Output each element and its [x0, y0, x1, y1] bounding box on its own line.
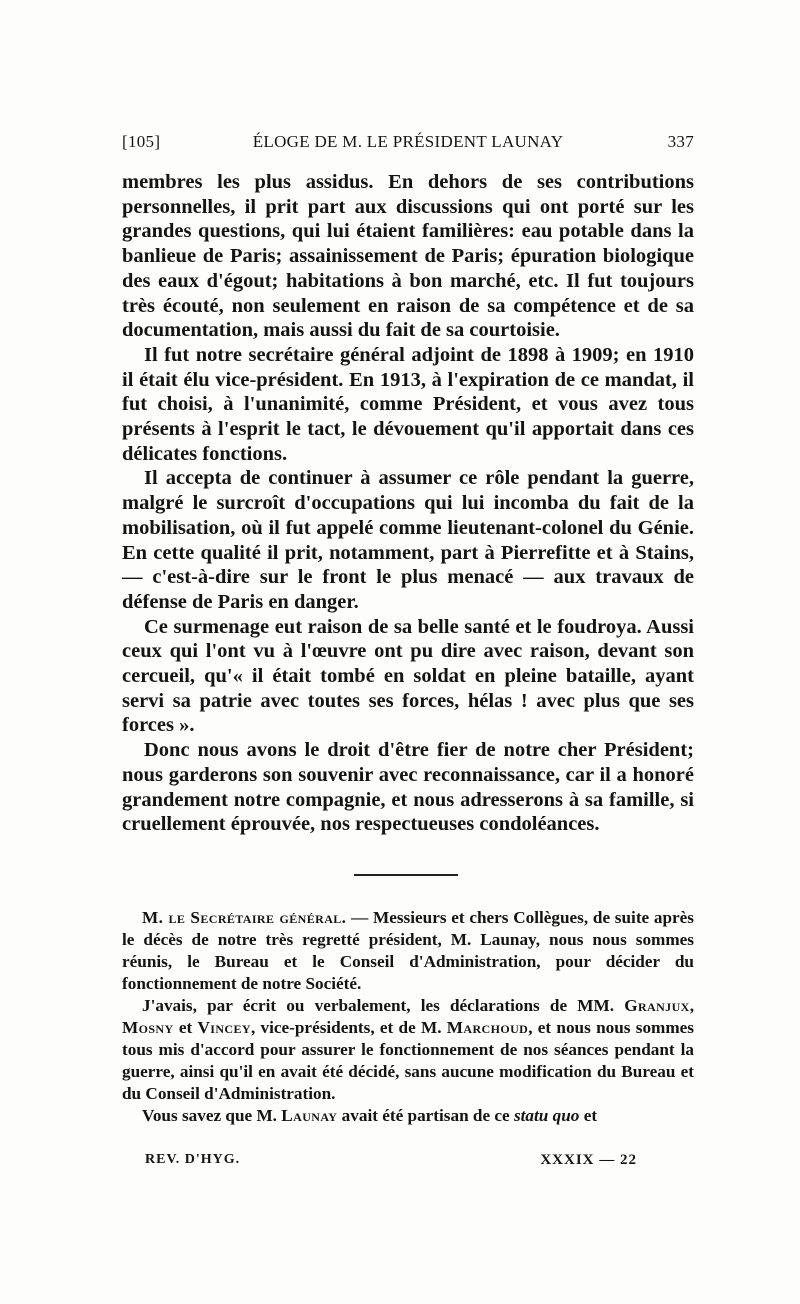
paragraph: Ce surmenage eut raison de sa belle santé et le foudroya. Aussi ceux qui l'ont vu à l'œuvre ont pu dire avec raison, devant son cercueil, qu'« il était tombé en soldat en pleine bataille, ayant servi sa patrie avec toutes ses forces, hélas ! avec plus que ses forces ».	[122, 615, 694, 737]
minutes-text: ,	[689, 996, 694, 1015]
volume-signature: XXXIX — 22	[540, 1152, 637, 1168]
minutes-text: J'avais, par écrit ou verbalement, les déclarations de MM.	[142, 996, 625, 1015]
minutes-paragraph	[122, 907, 694, 995]
person-name: Granjux	[624, 996, 690, 1015]
person-name: Mosny	[122, 1018, 174, 1037]
eulogy-text	[122, 170, 694, 837]
header-section-number: [105]	[122, 132, 161, 151]
minutes-paragraph	[122, 1105, 694, 1127]
person-name: Vincey	[197, 1018, 251, 1037]
person-name: Launay	[281, 1106, 338, 1125]
page-footer	[145, 1152, 637, 1176]
journal-abbreviation: REV. D'HYG.	[145, 1152, 241, 1167]
page-number: 337	[667, 132, 694, 151]
minutes-text: , et nous nous sommes tous mis d'accord pour assurer le fonctionnement de nos séances pendant la guerre, ainsi qu'il en avait été décidé, sans aucune modification du Bureau et du Conseil d'Administration.	[122, 1018, 694, 1103]
minutes-text: , vice-présidents, et de M.	[250, 1018, 447, 1037]
speaker-name: M. le Secrétaire général.	[142, 908, 347, 927]
section-divider	[354, 874, 458, 876]
minutes-text: avait été partisan de ce	[337, 1106, 514, 1125]
running-header	[122, 132, 694, 158]
paragraph: Il accepta de continuer à assumer ce rôle pendant la guerre, malgré le surcroît d'occupations qui lui incomba du fait de la mobilisation, où il fut appelé comme lieutenant-colonel du Génie. En cette qualité il prit, notamment, part à Pierrefitte et à Stains, — c'est-à-dire sur le front le plus menacé — aux travaux de défense de Paris en danger.	[122, 467, 694, 613]
paragraph: Donc nous avons le droit d'être fier de notre cher Président; nous garderons son souvenir avec reconnaissance, car il a honoré grandement notre compagnie, et nous adresserons à sa famille, si cruellement éprouvée, nos respectueuses condoléances.	[122, 739, 694, 836]
person-name: Marchoud	[446, 1018, 529, 1037]
header-title: ÉLOGE DE M. LE PRÉSIDENT LAUNAY	[252, 132, 564, 151]
minutes-text: — Messieurs et chers Collègues, de suite après le décès de notre très regretté président, M. Launay, nous nous sommes réunis, le Bureau et le Conseil d'Administration, pour décider du fonctionnement de notre Société.	[122, 908, 694, 993]
italic-phrase: statu quo	[513, 1106, 580, 1125]
minutes-paragraph	[122, 995, 694, 1105]
paragraph: membres les plus assidus. En dehors de ses contributions personnelles, il prit part aux discussions qui ont porté sur les grandes questions, qui lui étaient familières: eau potable dans la banlieue de Paris; assainissement de Paris; épuration biologique des eaux d'égout; habitations à bon marché, etc. Il fut toujours très écouté, non seulement en raison de sa compétence et de sa documentation, mais aussi du fait de sa courtoisie.	[122, 171, 694, 342]
minutes-text: et	[579, 1106, 598, 1125]
paragraph: Il fut notre secrétaire général adjoint de 1898 à 1909; en 1910 il était élu vice-président. En 1913, à l'expiration de ce mandat, il fut choisi, à l'unanimité, comme Président, et vous avez tous présents à l'esprit le tact, le dévouement qu'il apportait dans ces délicates fonctions.	[122, 343, 694, 465]
meeting-minutes	[122, 907, 694, 1127]
minutes-text: Vous savez que M.	[142, 1106, 282, 1125]
minutes-text: et	[173, 1018, 198, 1037]
